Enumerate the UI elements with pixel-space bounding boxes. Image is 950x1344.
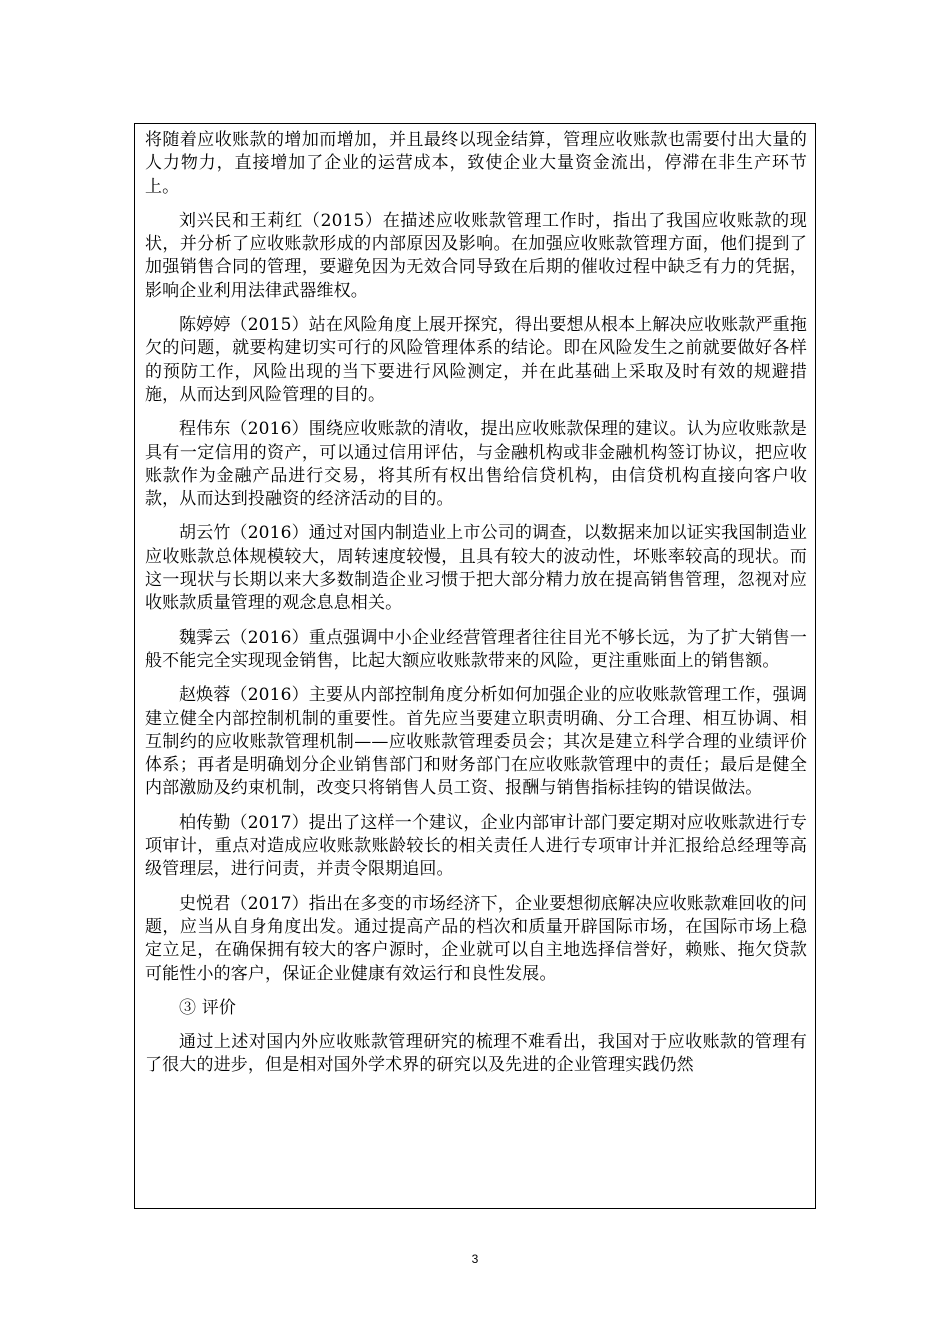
paragraph-zhao: 赵焕蓉（2016）主要从内部控制角度分析如何加强企业的应收账款管理工作，强调建立健全内部控制机制的重要性。首先应当要建立职责明确、分工合理、相互协调、相互制约的应收账款管理机制——应收账款管理委员会；其次是建立科学合理的业绩评价体系；再者是明确划分企业销售部门和财务部门在应收账款管理中的责任；最后是健全内部激励及约束机制，改变只将销售人员工资、报酬与销售指标挂钩的错误做法。	[145, 685, 807, 799]
paragraph-wei: 魏霁云（2016）重点强调中小企业经营管理者往往目光不够长远，为了扩大销售一般不能完全实现现金销售，比起大额应收账款带来的风险，更注重账面上的销售额。	[145, 627, 807, 671]
page-number: 3	[471, 1252, 479, 1266]
content-frame	[134, 123, 816, 1209]
paragraph-continuation: 将随着应收账款的增加而增加，并且最终以现金结算，管理应收账款也需要付出大量的人力物力，直接增加了企业的运营成本，致使企业大量资金流出，停滞在非生产环节上。	[145, 130, 807, 197]
paragraph-shi: 史悦君（2017）指出在多变的市场经济下，企业要想彻底解决应收账款难回收的问题，应当从自身角度出发。通过提高产品的档次和质量开辟国际市场，在国际市场上稳定立足，在确保拥有较大的客户源时，企业就可以自主地选择信誉好，赖账、拖欠贷款可能性小的客户，保证企业健康有效运行和良性发展。	[145, 893, 807, 984]
paragraph-bai: 柏传勤（2017）提出了这样一个建议，企业内部审计部门要定期对应收账款进行专项审计，重点对造成应收账款账龄较长的相关责任人进行专项审计并汇报给总经理等高级管理层，进行问责，并责令限期追回。	[145, 812, 807, 880]
paragraph-evaluation: 通过上述对国内外应收账款管理研究的梳理不难看出，我国对于应收账款的管理有了很大的进步，但是相对国外学术界的研究以及先进的企业管理实践仍然	[145, 1032, 807, 1076]
paragraph-chen: 陈婷婷（2015）站在风险角度上展开探究，得出要想从根本上解决应收账款严重拖欠的问题，就要构建切实可行的风险管理体系的结论。即在风险发生之前就要做好各样的预防工作，风险出现的当下要进行风险测定，并在此基础上采取及时有效的规避措施，从而达到风险管理的目的。	[145, 315, 807, 405]
section-heading-evaluation: ③ 评价	[179, 997, 237, 1018]
paragraph-liu-wang: 刘兴民和王莉红（2015）在描述应收账款管理工作时，指出了我国应收账款的现状，并分析了应收账款形成的内部原因及影响。在加强应收账款管理方面，他们提到了加强销售合同的管理，要避免因为无效合同导致在后期的催收过程中缺乏有力的凭据，影响企业利用法律武器维权。	[145, 210, 807, 301]
paragraph-hu: 胡云竹（2016）通过对国内制造业上市公司的调查，以数据来加以证实我国制造业应收账款总体规模较大，周转速度较慢，且具有较大的波动性，坏账率较高的现状。而这一现状与长期以来大多数制造企业习惯于把大部分精力放在提高销售管理，忽视对应收账款质量管理的观念息息相关。	[145, 523, 807, 614]
document-body	[145, 129, 807, 1078]
paragraph-cheng: 程伟东（2016）围绕应收账款的清收，提出应收账款保理的建议。认为应收账款是具有一定信用的资产，可以通过信用评估，与金融机构或非金融机构签订协议，把应收账款作为金融产品进行交易，将其所有权出售给信贷机构，由信贷机构直接向客户收款，从而达到投融资的经济活动的目的。	[145, 419, 807, 510]
